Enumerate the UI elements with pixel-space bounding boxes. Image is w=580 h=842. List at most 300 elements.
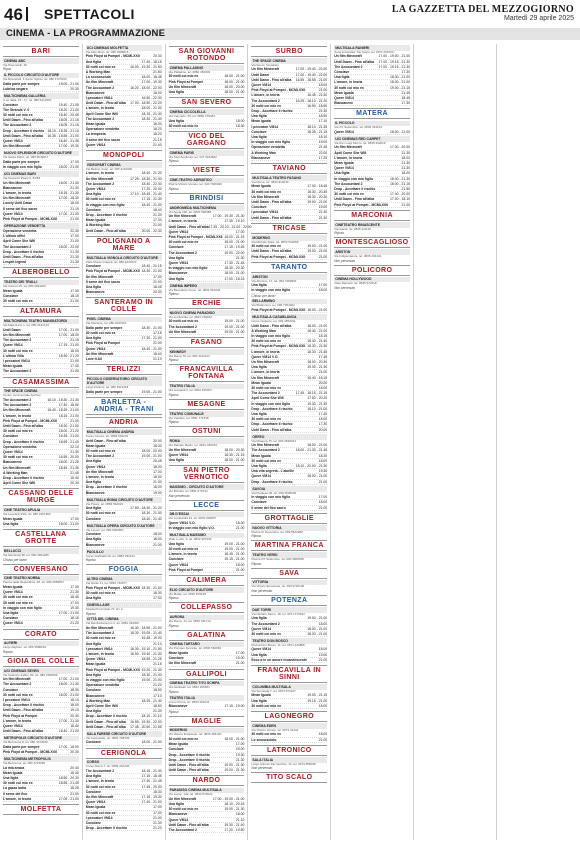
film-title: I peccatori VM14 <box>251 124 279 129</box>
film-times: 18.00 - 21.00 <box>141 106 162 111</box>
cinema-address: Via Pitagora 75, tel. 099 4538344 <box>251 438 296 443</box>
film-title: I peccatori VM14 <box>251 210 279 215</box>
film-title: Queer VM14 <box>251 647 271 652</box>
film-times: 17.00 - 20.00 <box>390 145 410 150</box>
film-title: A Working Man <box>251 150 276 155</box>
film-title: Biancaneve <box>3 460 22 465</box>
film-title: Drop - Accettare il rischio <box>3 128 45 133</box>
cinema-address: Via Lecce, 142, tel. 0833 572622 <box>168 792 213 797</box>
film-times: 18.45 - 21.00 <box>224 552 245 557</box>
cinema-block <box>251 355 327 433</box>
film-title: Un film Minecraft <box>251 359 279 364</box>
film-times: 16.55 - 18.55 - 21.00 <box>295 77 328 82</box>
film-times: 17.00 <box>153 805 162 810</box>
film-title: Il seme del fico sacro <box>251 505 286 510</box>
cinema-name: DB D'ESSAI <box>169 512 245 518</box>
film-title: Drop - Accettare il rischio <box>85 213 127 218</box>
film-times: 17.00 - 19.15 - 21.30 <box>378 59 410 64</box>
film-times: 21.30 <box>153 820 162 825</box>
city-heading: COLLEPASSO <box>169 602 245 613</box>
film-times: 17.00 - 21.00 <box>58 677 79 682</box>
cinema-block <box>169 728 245 774</box>
cinema-note: Riposo <box>168 420 179 425</box>
cinema-name: SAVOIA <box>251 486 327 492</box>
film-title: L'amore, in teoria <box>3 190 32 195</box>
cinema-address: Via Indipendenza, tel. 0835 203131 <box>334 253 382 258</box>
film-title: Mean Iguala <box>251 119 271 124</box>
film-title: L'amore, in teoria <box>85 651 114 656</box>
showtime-row <box>251 506 327 511</box>
showtime-row <box>3 217 79 222</box>
film-times: 21.00 <box>235 526 245 531</box>
film-title: Queer VM14 <box>85 187 106 192</box>
film-times: 16.40 - 18.25 - 21.00 <box>47 408 79 413</box>
showtime-row <box>3 729 79 734</box>
film-times: 18.45 <box>401 96 410 100</box>
film-times: 17.00 - 18.00 <box>58 332 79 337</box>
city-heading: CONVERSANO <box>3 564 79 575</box>
film-title: Pink Floyd at Pompei <box>168 79 203 84</box>
film-times: 15.40 - 18.15 <box>307 375 328 380</box>
film-title: L'amore, in teoria <box>334 80 363 85</box>
cinema-name: PAOLILLO <box>86 549 162 555</box>
film-title: Queer VM14 V.O. <box>251 354 279 359</box>
film-times: 18.25 - 21.40 <box>141 698 162 703</box>
film-times: 18.40 - 21.00 <box>141 346 162 351</box>
film-times: 18.10 - 21.00 <box>307 406 328 411</box>
film-times: 18.00 <box>401 171 410 176</box>
cinema-name: MULTISALA TEATRO FASANO <box>251 175 327 181</box>
film-title: Lo sconosciuto <box>251 737 277 742</box>
cinema-address: Via Matera km 1, tel. 080 3141413 <box>3 323 49 328</box>
film-times: 18.30 <box>153 590 162 595</box>
film-times: 21.30 <box>70 254 79 259</box>
film-title: Un film Minecraft <box>85 351 114 356</box>
cinema-name: VIDEOPART CINEMA <box>86 162 162 168</box>
film-times: 18.00 - 20.30 <box>224 447 245 452</box>
cinema-note: Riposo <box>168 709 179 714</box>
film-times: 18.00 <box>153 537 162 542</box>
film-title: Conclave <box>3 687 19 692</box>
film-title: Una figlia <box>168 255 184 260</box>
film-title: 30 notti coi mio ex <box>251 244 281 249</box>
showtime-row <box>251 704 327 709</box>
cinema-address: Piazza Don Bosco, 11, tel. 0971 444856 <box>251 642 305 647</box>
cinema-name: UCI CINEMAS BARI <box>3 171 79 177</box>
showtime-row <box>86 725 162 730</box>
film-times: 18.00 - 21.00 <box>307 323 328 328</box>
showtime-row <box>86 517 162 522</box>
film-title: The Accountant 2 <box>3 682 32 687</box>
film-title: Pink Floyd at Pompei <box>85 341 121 346</box>
film-title: Mean Iguala <box>3 288 23 293</box>
film-times: 17.30 <box>318 422 328 427</box>
film-times: 20.30 <box>153 290 162 295</box>
film-title: The Accountant 2 <box>85 181 115 186</box>
film-title: Mean Iguala <box>85 218 106 223</box>
film-times: 16.25 - 18.10 - 21.20 <box>295 98 328 103</box>
film-times: 18.00 <box>235 812 245 817</box>
film-title: The Accountant 2 <box>85 85 115 90</box>
film-times: 17.50 - 20.20 <box>307 396 328 401</box>
cinema-name: CINE-TEATRO ADRIATICO <box>169 178 245 184</box>
film-times: 17.30 <box>401 101 410 106</box>
cinema-name: MULTISALA CASABLANCA <box>251 314 327 320</box>
film-times: 18.00 - 21.00 <box>141 740 162 745</box>
city-heading: TAVIANO <box>251 163 327 174</box>
city-heading: MARCONIA <box>334 210 410 221</box>
film-times: 17.25 - 18.30 - 21.00 <box>130 176 162 181</box>
film-times: 18.30 - 21.00 <box>141 325 162 330</box>
film-title: 30 notti coi mio ex <box>168 74 199 79</box>
film-times: 16.50 - 18.50 <box>307 103 328 108</box>
cinema-name: THE SPACE CINEMA <box>3 389 79 395</box>
cinema-address: Via Appia 248, tel. 0831 590988 <box>168 209 212 214</box>
city-heading: MOLFETTA <box>3 804 79 815</box>
city-heading: VICO DEL GARGANO <box>169 131 245 149</box>
film-title: Una figlia <box>168 541 184 546</box>
film-title: Until Dawn - Fino all'alba <box>251 249 292 254</box>
cinema-block <box>3 171 79 222</box>
film-times: 21.00 <box>318 657 328 662</box>
film-times: 18.20 - 21.00 <box>58 107 79 112</box>
cinema-block <box>169 283 245 296</box>
film-title: Until Dawn - Fino all'alba <box>251 323 292 328</box>
film-times: 20.30 <box>70 713 79 718</box>
cinema-name: CINEMA PARIS <box>169 150 245 156</box>
cinema-address: Corso Roma, tel. 0833 261041 <box>168 699 210 704</box>
film-times: 17.40 - 18.15 <box>141 59 162 64</box>
cinema-address: Via Santa Parisi, tel. 080 5649017 <box>3 155 49 160</box>
film-title: L'amore, in teoria <box>251 370 280 375</box>
film-times: 18.50 <box>153 688 162 693</box>
showtime-row <box>86 357 162 362</box>
film-times: 18.30 <box>235 123 245 128</box>
film-title: Queer VM14 <box>3 724 23 729</box>
film-times: 17.10 - 18.45 - 21.40 <box>130 192 162 197</box>
cinema-address: Via Vittorio Emanuele, tel. 0836 484120 <box>168 732 222 737</box>
film-title: Mean Iguala <box>168 742 189 747</box>
film-title: Queer VM14 <box>168 452 189 457</box>
film-title: Un film Minecraft <box>85 469 114 474</box>
film-times: 17.00 <box>70 159 79 164</box>
film-title: L'amore, in teoria <box>168 219 197 224</box>
city-heading: SURBO <box>251 46 327 57</box>
film-title: 30 notti coi mio ex <box>251 339 281 344</box>
film-times: 17.30 - 19.10 <box>224 219 245 224</box>
film-title: Un film Minecraft <box>251 443 279 448</box>
film-times: 17.30 <box>401 69 410 74</box>
cinema-block <box>169 642 245 667</box>
film-title: Conclave <box>168 557 184 562</box>
cinema-name: TEATRO DEI TRULLI <box>3 280 79 286</box>
film-title: Un film Minecraft <box>168 661 197 666</box>
city-heading: ANDRIA <box>86 417 162 428</box>
film-title: Dalla parte per sempre <box>85 325 123 330</box>
film-title: Una figlia <box>251 698 267 703</box>
film-times: 18.00 - 21.00 <box>224 737 245 742</box>
cinema-address: Via Leopardi 2, tel. 0831 815307 <box>168 388 212 393</box>
film-times: 18.30 - 21.00 <box>141 511 162 516</box>
film-title: 30 notti coi mio ex <box>251 103 281 108</box>
cinema-address: Via Dante 11, tel. 0881 730977 <box>85 580 127 585</box>
city-heading: SAVA <box>251 568 327 579</box>
film-title: Un film Minecraft <box>3 408 31 413</box>
cinema-name: PIXEL CINEMA <box>86 317 162 323</box>
showtime-row <box>3 144 79 149</box>
city-heading: NARDÒ <box>169 775 245 786</box>
showtime-row <box>169 330 245 335</box>
cinema-address: Via Benedetto Croce, tel. 0831 561646 <box>168 287 221 292</box>
cinema-address: Viale Monte Grappa, tel. 080 4240373 <box>85 259 137 264</box>
film-title: Conclave <box>85 820 101 825</box>
cinema-address: Via Roma, 14, tel. 0836 341714 <box>168 619 211 624</box>
cinema-block <box>3 576 79 627</box>
film-title: Una figlia <box>85 506 102 511</box>
film-title: 30 notti coi mio ex <box>251 385 281 390</box>
film-times: 21.00 <box>70 216 79 221</box>
film-times: 18.00 <box>153 443 162 448</box>
showtime-row <box>251 308 327 313</box>
film-times: 21.15 <box>153 662 162 667</box>
showtime-row <box>3 260 79 265</box>
film-times: 19.00 <box>318 652 328 657</box>
cinema-block <box>169 788 245 834</box>
cinema-address: Via Aldo Moro, tel. 080 3386816 <box>85 49 129 54</box>
showtime-row <box>86 390 162 395</box>
film-times: 19.00 <box>153 490 162 495</box>
film-title: Mean Iguala <box>168 651 189 656</box>
film-times: 17.00 - 21.30 <box>58 211 79 216</box>
film-times: 17.00 - 21.30 <box>58 718 79 723</box>
film-title: Pink Floyd at Pompei - MCMLXXII <box>3 216 57 221</box>
film-times: 16.00 <box>153 122 162 127</box>
film-times: 17.00 <box>153 274 162 279</box>
city-heading: SANTERAMO IN COLLE <box>86 297 162 315</box>
film-times: 16.40 - 21.35 <box>58 138 79 143</box>
cinema-name: ALTRO CINEMA <box>86 576 162 582</box>
city-heading: TRICASE <box>251 223 327 234</box>
cinema-note: Chiuso per lavori <box>251 293 276 298</box>
film-times: 18.15 - 21.30 <box>141 111 162 116</box>
film-title: Until Dawn - Fino all'alba <box>251 77 292 82</box>
cinema-block <box>3 548 79 561</box>
film-title: Una figlia <box>251 365 267 370</box>
cinema-name: MULTISALA CINEMA ANDRIA <box>86 429 162 435</box>
cinema-note: Riposo <box>168 596 179 601</box>
film-times: 18.00 <box>318 385 328 390</box>
film-title: Una figlia <box>85 459 102 464</box>
showtime-row <box>3 481 79 486</box>
film-title: Una figlia <box>334 75 350 80</box>
film-title: Una figlia <box>168 458 184 462</box>
showtime-row <box>169 458 245 463</box>
film-title: Queer VM14 <box>168 260 189 265</box>
film-times: 20.30 <box>70 481 79 486</box>
cinema-block <box>251 58 327 161</box>
cinema-block <box>251 274 327 298</box>
showtime-row <box>251 216 327 221</box>
film-times: 21.00 <box>153 341 162 346</box>
film-times: 17.20 - 20.00 <box>141 187 162 192</box>
film-title: Pink Floyd at Pompei - MCMLXXII <box>251 344 306 349</box>
film-title: Una figlia <box>85 595 102 600</box>
cinema-address: Via Lombardia 14, tel. 0832 306807 <box>168 516 217 521</box>
showtime-row <box>86 740 162 745</box>
film-title: Pink Floyd at Pompei <box>3 713 38 718</box>
cinema-address: Via Lenoci, tel. 080 9090551 <box>85 527 124 532</box>
film-times: 21.30 <box>153 480 162 485</box>
film-title: The Accountant 2 <box>251 448 280 453</box>
film-times: 21.20 <box>153 826 162 831</box>
film-times: 17.00 - 18.30 <box>58 196 79 201</box>
film-times: 18.00 <box>401 155 410 160</box>
cinema-address: Viale Lo Re, 3, tel. 0832 307433 <box>168 537 212 542</box>
city-heading: FRANCAVILLA FONTANA <box>169 364 245 382</box>
listing-column <box>497 44 580 840</box>
cinema-address: Corso Umberto, tel. 099 4550011 <box>251 318 296 323</box>
film-title: Queer VM14 <box>251 474 271 479</box>
cinema-block <box>86 523 162 548</box>
film-title: Pink Floyd at Pompei - MCMLXXII <box>85 269 140 274</box>
cinema-address: Via Palladino, tel. 0882 452003 <box>168 69 211 74</box>
cinema-note: Chiuso per lavori <box>3 557 27 562</box>
film-title: La mia amica <box>3 765 25 770</box>
cinema-block <box>251 552 327 565</box>
film-title: Queer VM14 V.O. <box>168 520 196 525</box>
film-title: The Accountant 2 <box>85 454 115 459</box>
film-title: Until Dawn <box>3 327 21 332</box>
film-title: Un film Minecraft <box>85 625 114 630</box>
film-title: Queer VM14 <box>334 129 354 134</box>
film-times: 18.00 - 21.15 <box>224 234 245 239</box>
city-heading: ERCHIE <box>169 298 245 309</box>
film-title: Until Dawn - Fino all'alba <box>3 133 43 138</box>
film-title: April Come She Will <box>251 396 284 401</box>
film-times: 21.00 <box>153 223 162 228</box>
cinema-note: Ripos <box>3 67 12 72</box>
city-heading: ALBEROBELLO <box>3 267 79 278</box>
film-times: 19.00 - 21.00 <box>224 541 245 546</box>
film-times: 19.00 <box>235 747 245 752</box>
film-times: 18.00 - 20.30 <box>307 359 328 364</box>
film-title: Operazione vendetta <box>3 444 37 449</box>
film-title: L'amore, in teoria <box>168 552 197 557</box>
film-title: Drop - Accettare il rischio <box>3 703 45 708</box>
showtime-row <box>86 229 162 234</box>
film-title: L'amore, in teoria <box>85 106 114 111</box>
cinema-note: Non pervenuto <box>334 258 356 263</box>
film-title: 30 notti coi mio ex <box>3 455 33 460</box>
film-times: 21.20 <box>70 621 79 626</box>
film-times: 16.00 - 19.30 - 21.50 <box>130 64 162 69</box>
cinema-block <box>3 641 79 654</box>
film-times: 18.40 - 21.20 <box>141 171 162 176</box>
film-title: 30 notti coi mio ex <box>85 331 116 336</box>
film-times: 18.10 - 18.35 - 21.10 <box>47 128 79 133</box>
film-times: 18.10 <box>70 698 79 703</box>
film-times: 18.00 <box>318 647 328 652</box>
film-title: Un film Minecraft <box>251 375 279 380</box>
film-times: 19.15 - 21.00 <box>307 698 328 703</box>
film-times: 20.00 <box>318 427 328 432</box>
cinema-block <box>3 736 79 756</box>
film-times: 18.30 - 19.05 - 21.40 <box>130 631 162 636</box>
film-times: 19.20 - 21.30 <box>141 667 162 672</box>
film-times: 16.55 - 21.40 <box>58 439 79 444</box>
film-times: 19.00 - 21.15 <box>390 85 410 90</box>
film-title: Until Dawn - Fino all'alba <box>85 228 126 233</box>
film-title: 30 notti coi mio ex <box>251 189 281 194</box>
cinema-block <box>169 109 245 129</box>
film-times: 19.10 <box>70 708 79 713</box>
film-times: 19.00 - 21.00 <box>307 616 328 621</box>
film-times: 21.20 <box>153 683 162 688</box>
film-times: 21.00 <box>318 479 328 484</box>
listing-title: CINEMA - LA PROGRAMMAZIONE <box>6 28 166 39</box>
film-times: 18.00 - 21.00 <box>224 74 245 79</box>
film-times: 21.45 <box>318 145 328 150</box>
showtime-row <box>334 203 410 208</box>
film-title: In viaggio con mio figlio <box>251 288 291 293</box>
film-title: Il seme del fico sacro <box>3 206 38 211</box>
film-times: 17.15 - 21.30 <box>141 197 162 202</box>
cinema-name: SALA ITALIA <box>251 757 327 763</box>
city-heading: MARTINA FRANCA <box>251 540 327 551</box>
film-title: The Accountant 2 <box>85 631 115 636</box>
city-heading: FOGGIA <box>86 564 162 575</box>
film-times: 18.30 - 21.00 <box>141 585 162 590</box>
cinema-name: CINEMA PALLADINO <box>169 65 245 71</box>
film-times: 21.00 <box>70 358 79 363</box>
film-times: 21.30 <box>70 449 79 454</box>
film-title: Conclave <box>85 789 101 794</box>
film-title: 30 notti coi mio ex <box>168 123 199 128</box>
listing-column <box>331 44 414 840</box>
cinema-name: MODERNO <box>169 728 245 734</box>
film-title: Una figlia <box>168 118 184 123</box>
film-times: 21.00 <box>70 791 79 796</box>
film-times: 18.10 <box>318 135 328 140</box>
city-heading: SAN SEVERO <box>169 97 245 108</box>
cinema-name: CINE TEATRO NORBA <box>3 576 79 582</box>
film-title: 30 notti coi mio ex <box>251 458 281 463</box>
cinema-name: UCI CINEMAS SEVEN <box>3 668 79 674</box>
film-title: The Accountant 2 <box>168 324 197 329</box>
cinema-address: Via Monticelli 38, tel. 080 4961486 <box>3 552 49 557</box>
film-times: 21.00 <box>153 279 162 284</box>
cinema-name: MASSIMO - CIRCUITO D'AUTORE <box>169 484 245 490</box>
film-title: A Working Man <box>251 328 276 333</box>
film-title: Un film Minecraft <box>3 465 31 470</box>
film-times: 19.00 - 21.00 <box>307 200 328 205</box>
film-title: Until Dawn - Fino all'alba <box>251 215 292 220</box>
film-title: Pink Floyd at Pompei - MCMLXXII <box>168 234 223 239</box>
film-times: 19.00 - 21.00 <box>141 677 162 682</box>
showtime-row <box>3 797 79 802</box>
cinema-block <box>251 525 327 538</box>
cinema-name: COLUMBIA MULTISALA <box>251 684 327 690</box>
film-title: Biancaneve <box>85 290 105 295</box>
film-title: Conclave <box>251 205 267 210</box>
cinema-block <box>251 638 327 663</box>
film-times: 17.00 <box>153 595 162 600</box>
film-title: In viaggio con mio figlio <box>3 164 42 169</box>
film-times: 17.30 - 21.45 <box>224 260 245 265</box>
film-times: 17.00 - 19.00 - 21.00 <box>212 796 245 801</box>
film-times: 17.30 <box>70 584 79 589</box>
cinema-name: CITTÀ DEL CINEMA <box>86 617 162 623</box>
